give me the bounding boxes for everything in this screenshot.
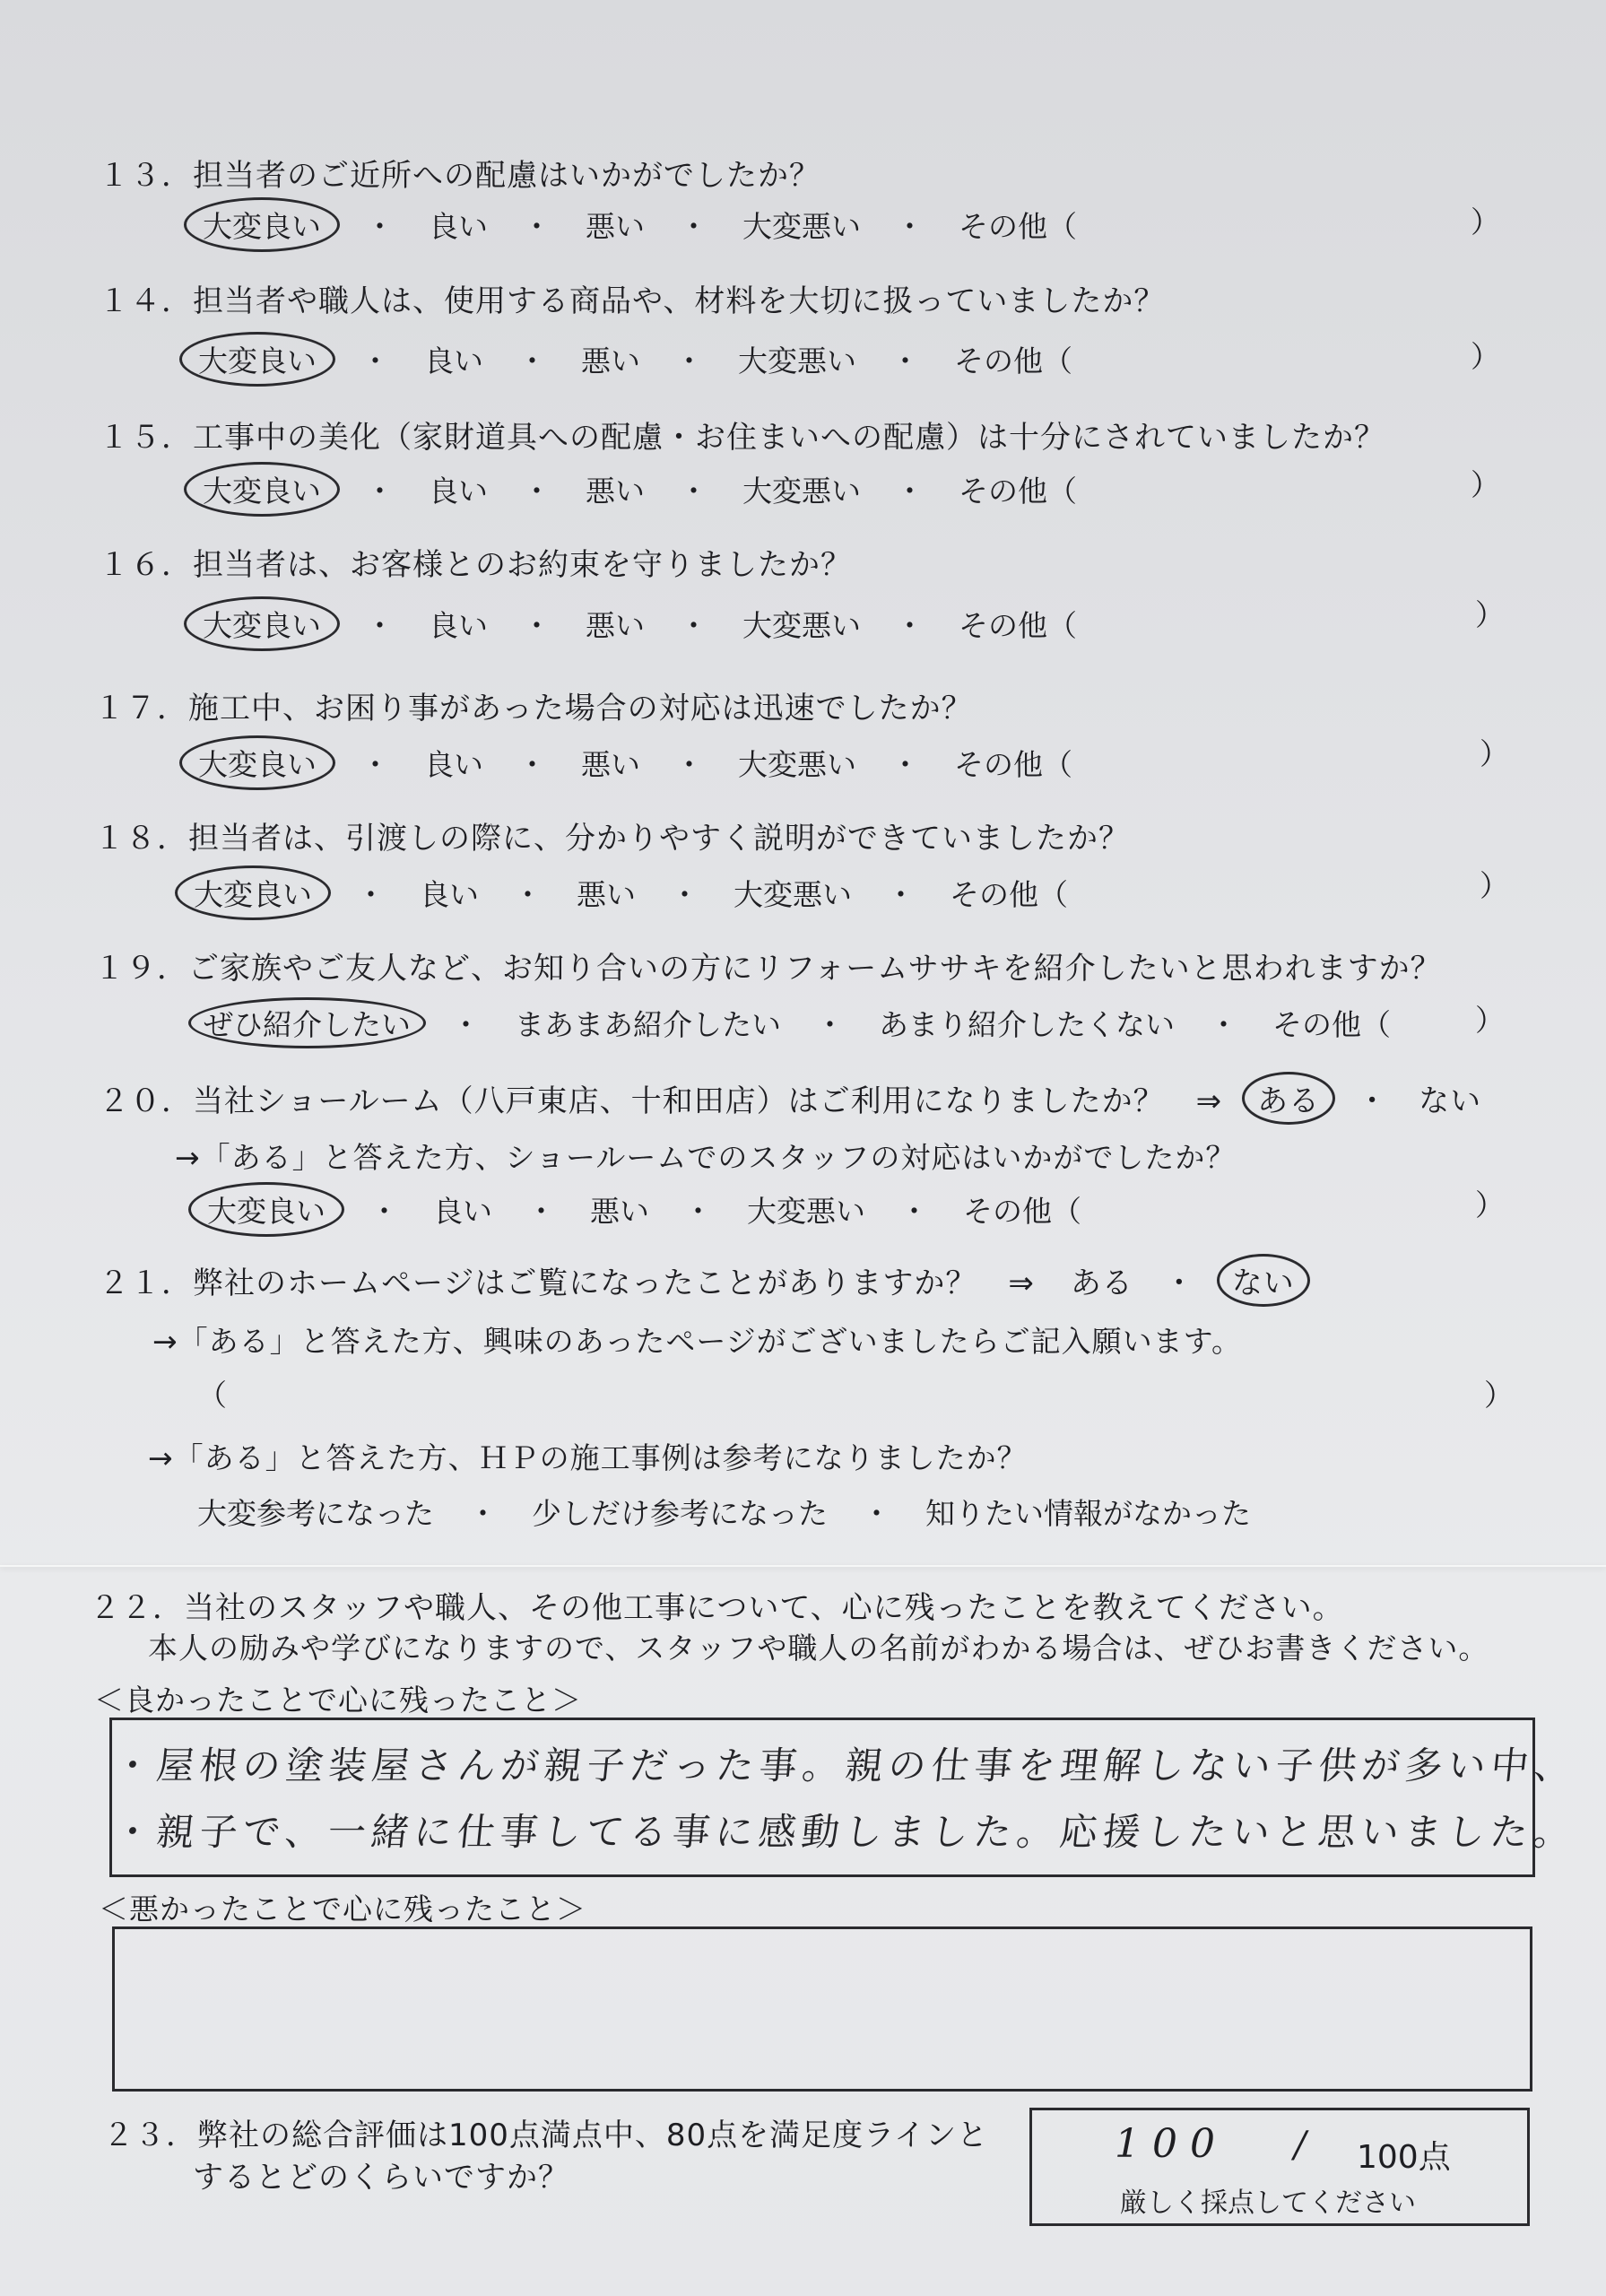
q16-option-bad[interactable]: 悪い	[586, 608, 645, 643]
q21-no-option[interactable]: ない	[1217, 1254, 1310, 1307]
q21-open-paren: （	[197, 1378, 227, 1413]
q18-option-good[interactable]: 良い	[420, 877, 479, 912]
q17-options: 大変良い ・ 良い ・ 悪い ・ 大変悪い ・ その他（	[179, 735, 1081, 790]
q20-options: 大変良い ・ 良い ・ 悪い ・ 大変悪い ・ その他（	[188, 1182, 1090, 1237]
q15-close-paren: ）	[1471, 467, 1500, 502]
q23-question-line1: ２３．弊社の総合評価は100点満点中、80点を満足度ラインと	[103, 2118, 989, 2153]
q14-option-other[interactable]: その他（	[954, 344, 1072, 378]
q21-question-text: ２１．弊社のホームページはご覧になったことがありますか？ ⇒	[99, 1265, 1035, 1301]
q19-close-paren: ）	[1475, 1003, 1505, 1038]
q13-close-paren: ）	[1471, 204, 1500, 239]
q18-option-bad[interactable]: 悪い	[577, 877, 636, 912]
q19-question: １９．ご家族やご友人など、お知り合いの方にリフォームササキを紹介したいと思われますか？	[94, 951, 1442, 987]
q17-option-good[interactable]: 良い	[424, 747, 483, 782]
q21-yes-option[interactable]: ある	[1070, 1265, 1133, 1301]
q20-option-bad[interactable]: 悪い	[590, 1194, 649, 1229]
q22-good-box[interactable]	[109, 1718, 1580, 1877]
q14-close-paren: ）	[1471, 339, 1500, 374]
q15-question: １５．工事中の美化（家財道具への配慮・お住まいへの配慮）は十分にされていましたか？	[99, 420, 1385, 456]
q16-close-paren: ）	[1475, 597, 1505, 632]
q20-close-paren: ）	[1475, 1187, 1505, 1222]
q19-options: ぜひ紹介したい ・ まあまあ紹介したい ・ あまり紹介したくない ・ その他（	[188, 997, 1400, 1048]
q13-options: 大変良い ・ 良い ・ 悪い ・ 大変悪い ・ その他（	[184, 197, 1086, 252]
q21-follow-question-1: →「ある」と答えた方、興味のあったページがございましたらご記入願います。	[152, 1324, 1243, 1359]
q20-question	[99, 1072, 1490, 1125]
q23-score-value: 100	[1115, 2121, 1228, 2167]
q22-good-label: ＜良かったことで心に残ったこと＞	[94, 1683, 582, 1718]
q22-good-handwriting-1: ・屋根の塗装屋さんが親子だった事。親の仕事を理解しない子供が多い中、	[111, 1744, 1580, 1787]
q14-options: 大変良い ・ 良い ・ 悪い ・ 大変悪い ・ その他（	[179, 332, 1081, 387]
q21-follow-question-2: →「ある」と答えた方、ＨＰの施工事例は参考になりましたか？	[148, 1440, 1028, 1475]
q19-option-not-really[interactable]: あまり紹介したくない	[879, 1007, 1175, 1042]
q22-bad-label: ＜悪かったことで心に残ったこと＞	[99, 1892, 586, 1926]
q15-option-bad[interactable]: 悪い	[586, 474, 645, 509]
q21-option-not-helpful[interactable]: 知りたい情報がなかった	[925, 1496, 1251, 1531]
q23-question-line2: するとどのくらいですか？	[193, 2160, 569, 2196]
q23-score-max: 100点	[1357, 2139, 1451, 2176]
q20-follow-question: →「ある」と答えた方、ショールームでのスタッフの対応はいかがでしたか？	[175, 1140, 1237, 1175]
q17-option-bad[interactable]: 悪い	[581, 747, 640, 782]
q20-option-other[interactable]: その他（	[963, 1194, 1081, 1229]
q22-note: 本人の励みや学びになりますので、スタッフや職人の名前がわかる場合は、ぜひお書きください。	[148, 1631, 1489, 1665]
q13-option-selected[interactable]: 大変良い	[184, 197, 340, 252]
q15-option-very-bad[interactable]: 大変悪い	[742, 474, 861, 509]
q17-option-selected[interactable]: 大変良い	[179, 735, 335, 790]
q19-option-somewhat[interactable]: まあまあ紹介したい	[515, 1007, 781, 1042]
q13-option-other[interactable]: その他（	[959, 209, 1077, 244]
q16-option-other[interactable]: その他（	[959, 608, 1077, 643]
q21-question	[99, 1254, 1310, 1307]
q14-option-very-bad[interactable]: 大変悪い	[738, 344, 856, 378]
q18-question: １８．担当者は、引渡しの際に、分かりやすく説明ができていましたか？	[94, 821, 1130, 857]
q16-option-very-bad[interactable]: 大変悪い	[742, 608, 861, 643]
q20-question-text: ２０．当社ショールーム（八戸東店、十和田店）はご利用になりましたか？ ⇒	[99, 1083, 1223, 1119]
q17-question: １７．施工中、お困り事があった場合の対応は迅速でしたか？	[94, 691, 973, 726]
q18-options: 大変良い ・ 良い ・ 悪い ・ 大変悪い ・ その他（	[175, 865, 1077, 920]
q18-option-selected[interactable]: 大変良い	[175, 865, 331, 920]
q20-no-option[interactable]: ない	[1419, 1083, 1482, 1119]
q15-option-other[interactable]: その他（	[959, 474, 1077, 509]
q18-close-paren: ）	[1480, 868, 1509, 903]
q15-option-selected[interactable]: 大変良い	[184, 462, 340, 517]
q15-option-good[interactable]: 良い	[429, 474, 488, 509]
q15-options: 大変良い ・ 良い ・ 悪い ・ 大変悪い ・ その他（	[184, 462, 1086, 517]
q20-option-very-bad[interactable]: 大変悪い	[747, 1194, 865, 1229]
q14-option-selected[interactable]: 大変良い	[179, 332, 335, 387]
q21-close-paren: ）	[1484, 1378, 1514, 1413]
q17-close-paren: ）	[1480, 736, 1509, 771]
q21-option-somewhat-helpful[interactable]: 少しだけ参考になった	[532, 1496, 828, 1531]
q21-options: 大変参考になった ・ 少しだけ参考になった ・ 知りたい情報がなかった	[188, 1489, 1260, 1535]
q18-option-very-bad[interactable]: 大変悪い	[734, 877, 852, 912]
q14-option-bad[interactable]: 悪い	[581, 344, 640, 378]
q13-option-very-bad[interactable]: 大変悪い	[742, 209, 861, 244]
q13-option-bad[interactable]: 悪い	[586, 209, 645, 244]
q19-option-selected[interactable]: ぜひ紹介したい	[188, 997, 426, 1048]
q18-option-other[interactable]: その他（	[950, 877, 1068, 912]
q21-option-very-helpful[interactable]: 大変参考になった	[197, 1496, 434, 1531]
q23-score-note: 厳しく採点してください	[1120, 2187, 1416, 2219]
q23-score-box[interactable]	[1029, 2108, 1530, 2226]
q13-option-good[interactable]: 良い	[429, 209, 488, 244]
q22-bad-box[interactable]	[112, 1926, 1532, 2092]
q17-option-very-bad[interactable]: 大変悪い	[738, 747, 856, 782]
q19-option-other[interactable]: その他（	[1272, 1007, 1391, 1042]
q20-option-selected[interactable]: 大変良い	[188, 1182, 344, 1237]
q23-score-slash: /	[1294, 2125, 1319, 2166]
q14-option-good[interactable]: 良い	[424, 344, 483, 378]
q20-separator: ・	[1357, 1083, 1389, 1119]
q16-option-good[interactable]: 良い	[429, 608, 488, 643]
q16-options: 大変良い ・ 良い ・ 悪い ・ 大変悪い ・ その他（	[184, 596, 1086, 651]
q17-option-other[interactable]: その他（	[954, 747, 1072, 782]
q14-question: １４．担当者や職人は、使用する商品や、材料を大切に扱っていましたか？	[99, 283, 1166, 319]
q16-option-selected[interactable]: 大変良い	[184, 596, 340, 651]
q20-option-good[interactable]: 良い	[433, 1194, 492, 1229]
q16-question: １６．担当者は、お客様とのお約束を守りましたか？	[99, 547, 852, 583]
q22-good-handwriting-2: ・親子で、一緒に仕事してる事に感動しました。応援したいと思いました。	[111, 1810, 1579, 1854]
q21-separator: ・	[1163, 1265, 1195, 1301]
q13-question: １３．担当者のご近所への配慮はいかがでしたか？	[99, 158, 820, 194]
q22-question: ２２．当社のスタッフや職人、その他工事について、心に残ったことを教えてください。	[90, 1590, 1344, 1626]
q20-yes-option[interactable]: ある	[1242, 1072, 1335, 1125]
